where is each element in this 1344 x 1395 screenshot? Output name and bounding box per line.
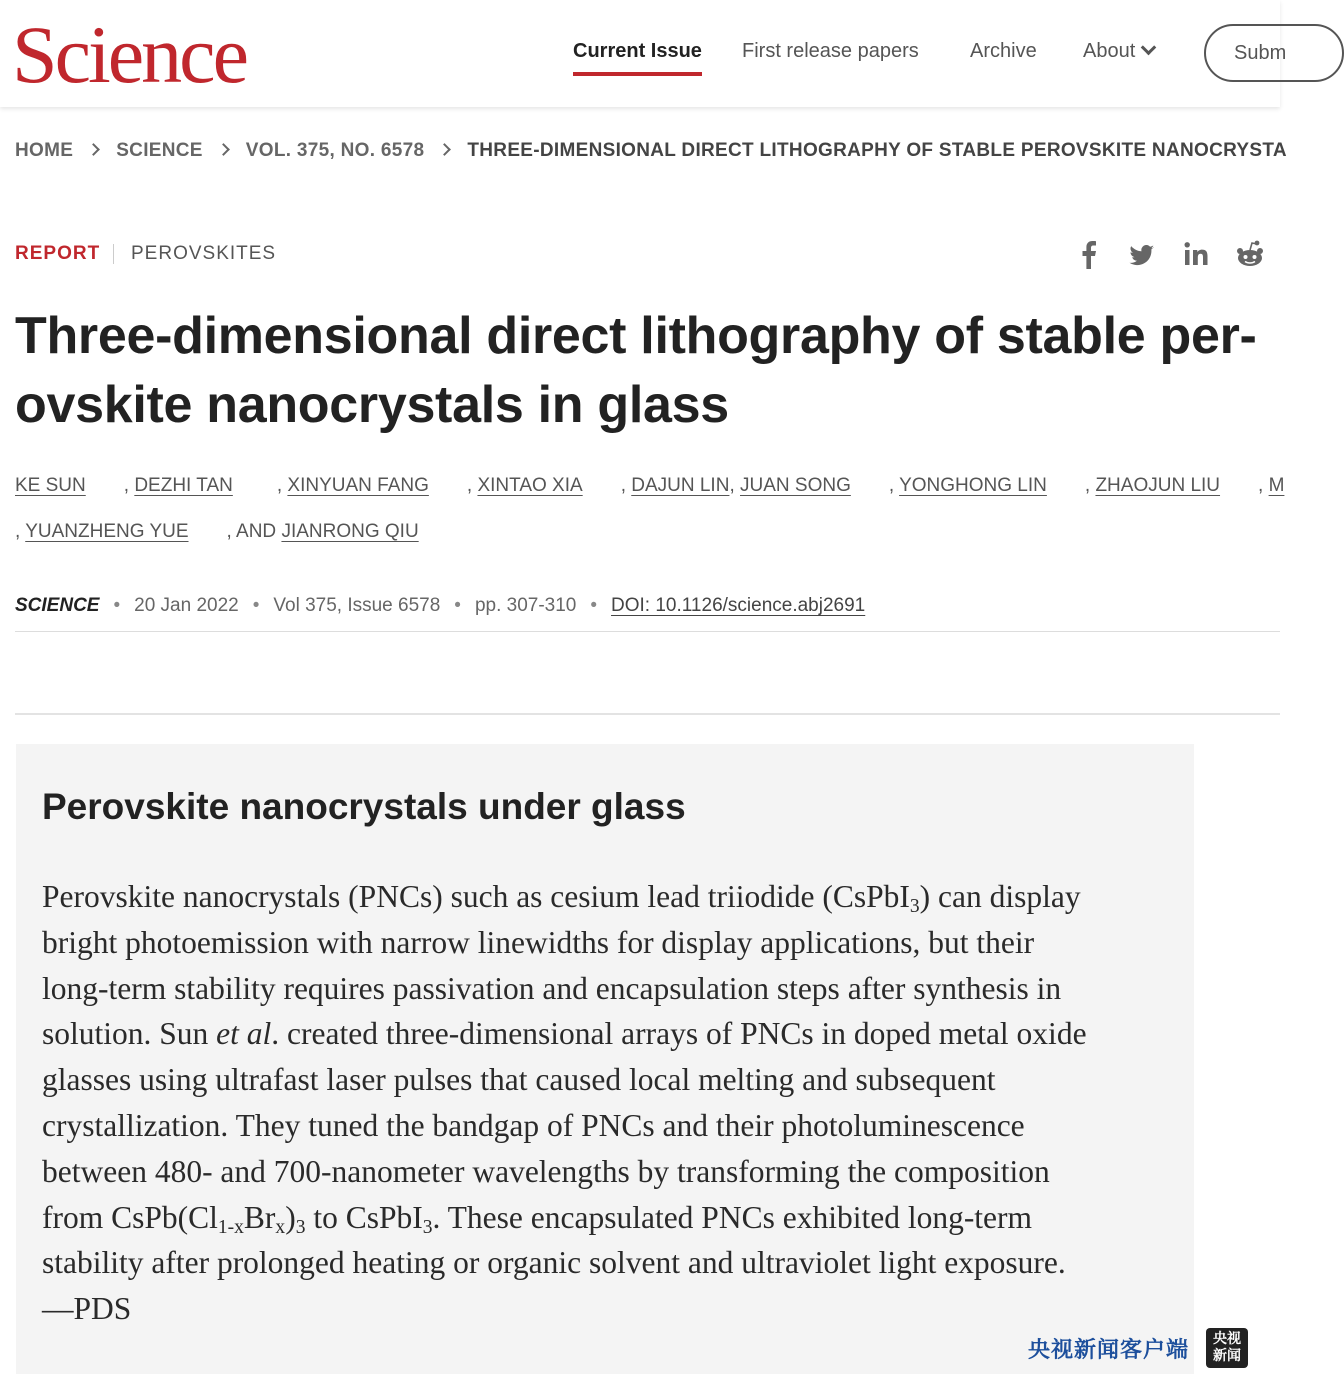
summary-line: Perovskite nanocrystals (PNCs) such as cesium lead triiodide (CsPbI$_3$) can display xyxy=(42,879,1081,917)
editor-summary-box xyxy=(16,744,1194,1374)
summary-line: bright photoemission with narrow linewidths for display applications, but their xyxy=(42,924,1035,960)
nav-first-release[interactable]: First release papers xyxy=(742,40,919,62)
author-link[interactable]: M xyxy=(1268,475,1285,496)
submit-button[interactable]: Subm xyxy=(1204,24,1344,82)
reddit-icon[interactable] xyxy=(1234,238,1264,270)
summary-line: from $CsPb(Cl_{1-x}Br_x)_3$ to CsPbI$_3$. These encapsulated PNCs exhibited long-term xyxy=(42,1199,1033,1238)
watermark-logo-line: 新闻 xyxy=(1213,1348,1241,1364)
divider xyxy=(15,713,1280,715)
breadcrumb xyxy=(15,140,1287,162)
breadcrumb-science[interactable]: SCIENCE xyxy=(116,140,203,161)
author-link[interactable]: JUAN SONG xyxy=(740,475,851,496)
site-header xyxy=(0,0,1287,107)
nav-about-label: About xyxy=(1083,40,1136,62)
summary-body xyxy=(42,874,1182,1332)
summary-line: long-term stability requires passivation and encapsulation steps after synthesis in xyxy=(42,970,1062,1006)
breadcrumb-home[interactable]: HOME xyxy=(15,140,74,161)
article-type[interactable]: REPORT xyxy=(15,243,101,264)
twitter-icon[interactable] xyxy=(1127,238,1157,270)
page-range: pp. 307-310 xyxy=(474,595,577,616)
divider xyxy=(113,244,114,264)
author-link[interactable]: YONGHONG LIN xyxy=(899,475,1047,496)
author-link[interactable]: XINTAO XIA xyxy=(477,475,583,496)
nav-active-underline xyxy=(573,72,702,76)
chevron-down-icon xyxy=(1141,40,1157,56)
author-link[interactable]: XINYUAN FANG xyxy=(287,475,429,496)
summary-line: glasses using ultrafast laser pulses that caused local melting and subsequent xyxy=(42,1062,996,1098)
watermark-text: 央视新闻客户端 xyxy=(1028,1338,1190,1363)
author-link[interactable]: DEZHI TAN xyxy=(134,475,233,496)
facebook-icon[interactable] xyxy=(1074,238,1104,270)
and-text: AND xyxy=(236,521,277,542)
science-logo[interactable]: Science xyxy=(12,9,246,100)
author-link[interactable]: JIANRONG QIU xyxy=(281,521,419,542)
summary-line: crystallization. They tuned the bandgap of PNCs and their photoluminescence xyxy=(42,1107,1025,1143)
nav-about[interactable] xyxy=(1083,40,1154,63)
breadcrumb-current: THREE-DIMENSIONAL DIRECT LITHOGRAPHY OF STABLE PEROVSKITE NANOCRYSTA xyxy=(467,140,1287,161)
chevron-right-icon xyxy=(87,143,100,156)
linkedin-icon[interactable] xyxy=(1181,238,1211,270)
article-title-line: Three-dimensional direct lithography of stable per- xyxy=(15,307,1257,365)
article-title-line: ovskite nanocrystals in glass xyxy=(15,376,729,434)
breadcrumb-volume[interactable]: VOL. 375, NO. 6578 xyxy=(245,140,425,161)
nav-archive[interactable]: Archive xyxy=(970,40,1037,62)
doi-link[interactable]: DOI: 10.1126/science.abj2691 xyxy=(611,595,866,616)
summary-signature: —PDS xyxy=(42,1291,132,1327)
author-link[interactable]: YUANZHENG YUE xyxy=(25,521,189,542)
summary-line: solution. Sun et al. created three-dimensional arrays of PNCs in doped metal oxide xyxy=(42,1016,1087,1052)
summary-title: Perovskite nanocrystals under glass xyxy=(42,786,686,827)
chevron-right-icon xyxy=(439,143,452,156)
author-link[interactable]: DAJUN LIN xyxy=(631,475,730,496)
journal-name[interactable]: SCIENCE xyxy=(15,595,100,616)
summary-line: between 480- and 700-nanometer wavelengths by transforming the composition xyxy=(42,1153,1050,1189)
watermark-logo-line: 央视 xyxy=(1213,1331,1241,1347)
divider xyxy=(15,631,1280,632)
nav-current-issue[interactable]: Current Issue xyxy=(573,40,702,62)
author-list: , YUANZHENG YUE , AND JIANRONG QIU xyxy=(15,521,419,542)
publish-date: 20 Jan 2022 xyxy=(134,595,239,616)
volume-issue[interactable]: Vol 375, Issue 6578 xyxy=(273,595,441,616)
chevron-right-icon xyxy=(217,143,230,156)
author-link[interactable]: ZHAOJUN LIU xyxy=(1095,475,1221,496)
cctv-news-logo xyxy=(1206,1328,1248,1368)
citation: SCIENCE • 20 Jan 2022 • Vol 375, Issue 6578 • pp. 307-310 • DOI: 10.1126/science.abj2691 xyxy=(15,595,866,616)
summary-line: stability after prolonged heating or organic solvent and ultraviolet light exposure. xyxy=(42,1245,1066,1281)
article-topic[interactable]: PEROVSKITES xyxy=(131,243,277,264)
author-list: KE SUN , DEZHI TAN , XINYUAN FANG , XINTAO XIA , DAJUN LIN, JUAN SONG , YONGHONG LIN , ZHAOJUN LIU , M xyxy=(15,475,1285,496)
article-title xyxy=(15,302,1275,440)
author-link[interactable]: KE SUN xyxy=(15,475,86,496)
